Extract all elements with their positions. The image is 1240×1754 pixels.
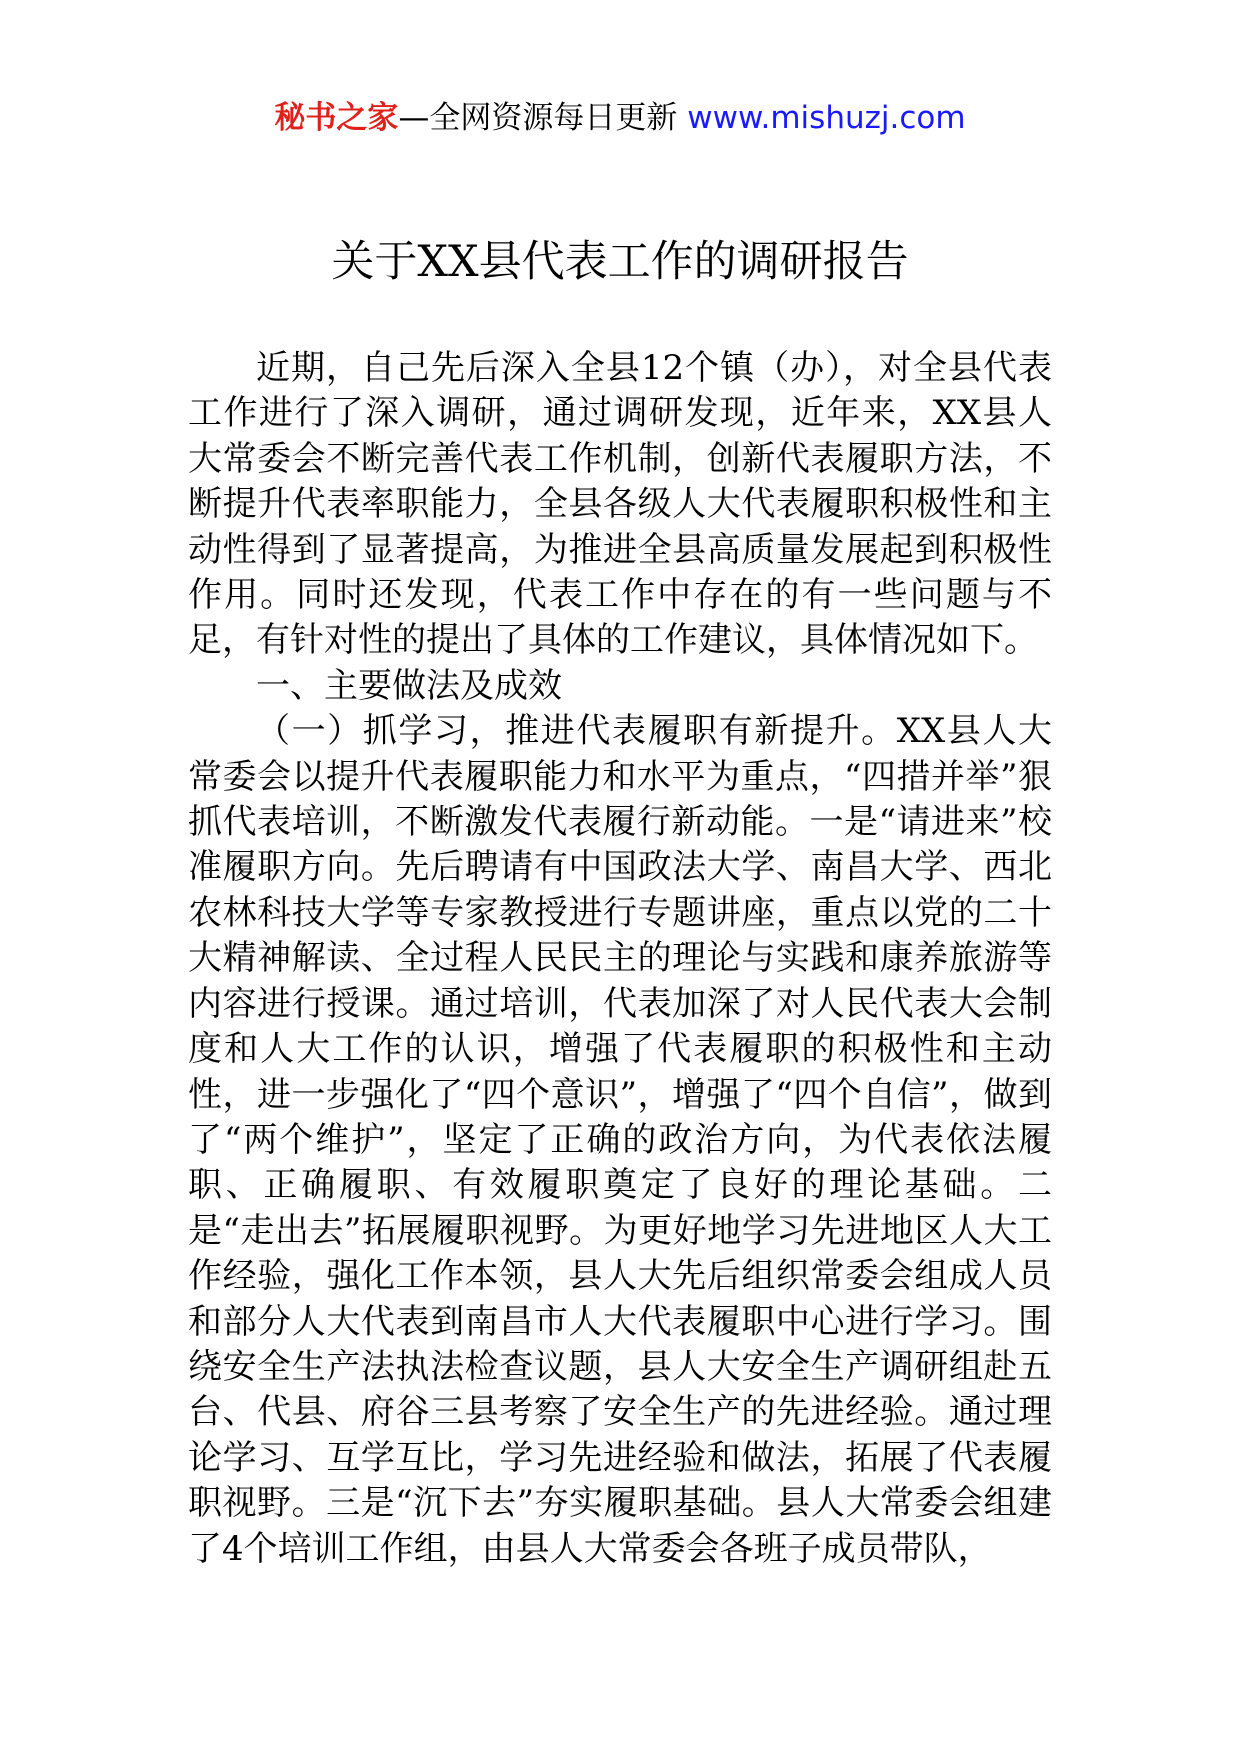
document-body: [188, 346, 1052, 1572]
banner-url-link[interactable]: www.mishuzj.com: [687, 100, 966, 136]
banner-brand: 秘书之家: [274, 100, 399, 136]
intro-paragraph: 近期，自己先后深入全县12个镇（办），对全县代表工作进行了深入调研，通过调研发现，近年来，XX县人大常委会不断完善代表工作机制，创新代表履职方法，不断提升代表率职能力，全县各级人大代表履职积极性和主动性得到了显著提高，为推进全县高质量发展起到积极性作用。同时还发现，代表工作中存在的有一些问题与不足，有针对性的提出了具体的工作建议，具体情况如下。: [188, 348, 1052, 661]
banner-slogan: —全网资源每日更新: [398, 100, 688, 136]
section-paragraph: （一）抓学习，推进代表履职有新提升。XX县人大常委会以提升代表履职能力和水平为重点，“四措并举”狠抓代表培训，不断激发代表履行新动能。一是“请进来”校准履职方向。先后聘请有中国政法大学、南昌大学、西北农林科技大学等专家教授进行专题讲座，重点以党的二十大精神解读、全过程人民民主的理论与实践和康养旅游等内容进行授课。通过培训，代表加深了对人民代表大会制度和人大工作的认识，增强了代表履职的积极性和主动性，进一步强化了“四个意识”，增强了“四个自信”，做到了“两个维护”，坚定了正确的政治方向，为代表依法履职、正确履职、有效履职奠定了良好的理论基础。二是“走出去”拓展履职视野。为更好地学习先进地区人大工作经验，强化工作本领，县人大先后组织常委会组成人员和部分人大代表到南昌市人大代表履职中心进行学习。围绕安全生产法执法检查议题，县人大安全生产调研组赴五台、代县、府谷三县考察了安全生产的先进经验。通过理论学习、互学互比，学习先进经验和做法，拓展了代表履职视野。三是“沉下去”夯实履职基础。县人大常委会组建了4个培训工作组，由县人大常委会各班子成员带队，: [188, 711, 1052, 1569]
site-banner: [0, 98, 1240, 138]
document-title: 关于XX县代表工作的调研报告: [331, 237, 909, 287]
section-heading: 一、主要做法及成效: [256, 665, 562, 706]
